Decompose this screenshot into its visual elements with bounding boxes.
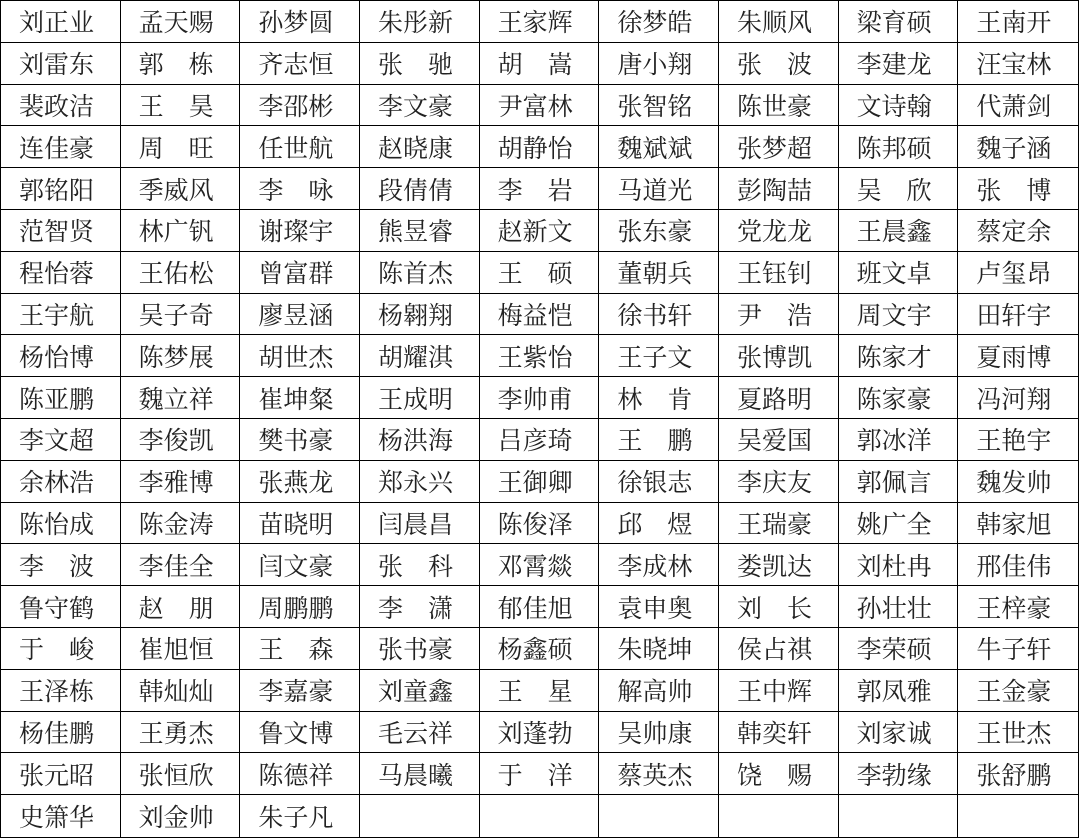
name-cell: 孟天赐 [121,1,241,43]
name-cell: 王泽栋 [1,670,121,712]
name-cell: 张元昭 [1,753,121,795]
name-cell: 王梓豪 [958,586,1078,628]
name-cell: 郭 栋 [121,43,241,85]
name-cell: 任世航 [240,126,360,168]
name-cell: 王晨鑫 [839,210,959,252]
name-cell: 季威风 [121,168,241,210]
name-cell: 王南开 [958,1,1078,43]
name-cell: 程怡蓉 [1,252,121,294]
name-cell [599,795,719,837]
name-cell: 李文超 [1,419,121,461]
name-cell: 吴帅康 [599,712,719,754]
name-cell: 闫晨昌 [360,503,480,545]
name-cell: 张恒欣 [121,753,241,795]
name-cell: 夏雨博 [958,335,1078,377]
name-cell: 崔旭恒 [121,628,241,670]
name-cell: 韩家旭 [958,503,1078,545]
name-cell: 李荣硕 [839,628,959,670]
name-cell: 李成林 [599,544,719,586]
name-cell: 胡静怡 [480,126,600,168]
name-cell: 张书豪 [360,628,480,670]
name-cell: 党龙龙 [719,210,839,252]
name-cell: 王钰钊 [719,252,839,294]
name-cell: 代萧剑 [958,85,1078,127]
name-cell: 林广钒 [121,210,241,252]
name-cell: 鲁守鹤 [1,586,121,628]
name-cell: 崔坤粲 [240,377,360,419]
name-cell: 陈家才 [839,335,959,377]
name-cell: 李建龙 [839,43,959,85]
name-cell: 李帅甫 [480,377,600,419]
name-cell: 李 潇 [360,586,480,628]
name-cell: 吴子奇 [121,294,241,336]
name-cell: 牛子轩 [958,628,1078,670]
name-cell: 胡耀淇 [360,335,480,377]
name-cell: 刘雷东 [1,43,121,85]
name-cell: 班文卓 [839,252,959,294]
name-cell: 魏发帅 [958,461,1078,503]
name-cell: 徐书轩 [599,294,719,336]
name-cell: 邢佳伟 [958,544,1078,586]
name-cell: 王 森 [240,628,360,670]
name-cell: 陈邦硕 [839,126,959,168]
name-cell: 鲁文博 [240,712,360,754]
name-cell: 唐小翔 [599,43,719,85]
name-cell: 李俊凯 [121,419,241,461]
name-cell: 王金豪 [958,670,1078,712]
name-cell: 李 波 [1,544,121,586]
name-cell: 王御卿 [480,461,600,503]
name-cell: 徐梦皓 [599,1,719,43]
name-cell: 陈梦展 [121,335,241,377]
name-cell: 文诗翰 [839,85,959,127]
name-cell: 郁佳旭 [480,586,600,628]
name-cell: 马晨曦 [360,753,480,795]
name-cell: 杨翱翔 [360,294,480,336]
name-cell: 饶 赐 [719,753,839,795]
name-cell: 姚广全 [839,503,959,545]
name-cell: 陈怡成 [1,503,121,545]
name-cell: 陈金涛 [121,503,241,545]
name-cell: 连佳豪 [1,126,121,168]
name-cell: 李雅博 [121,461,241,503]
name-cell: 刘童鑫 [360,670,480,712]
name-cell: 郑永兴 [360,461,480,503]
name-cell: 王世杰 [958,712,1078,754]
name-cell [480,795,600,837]
name-cell: 尹富林 [480,85,600,127]
name-cell: 杨洪海 [360,419,480,461]
name-cell: 刘杜冉 [839,544,959,586]
name-cell: 于 洋 [480,753,600,795]
name-cell: 谢璨宇 [240,210,360,252]
name-cell: 段倩倩 [360,168,480,210]
name-cell: 陈俊泽 [480,503,600,545]
name-cell: 陈世豪 [719,85,839,127]
name-cell: 吴爱国 [719,419,839,461]
name-cell: 徐银志 [599,461,719,503]
name-cell: 王 星 [480,670,600,712]
name-cell [360,795,480,837]
name-cell: 朱晓坤 [599,628,719,670]
name-cell: 陈德祥 [240,753,360,795]
name-cell: 赵晓康 [360,126,480,168]
name-cell: 裴政洁 [1,85,121,127]
name-cell: 张 驰 [360,43,480,85]
name-cell: 刘 长 [719,586,839,628]
name-cell: 邓霄燚 [480,544,600,586]
name-cell: 周 旺 [121,126,241,168]
name-cell: 郭铭阳 [1,168,121,210]
name-cell: 胡世杰 [240,335,360,377]
name-cell: 王 昊 [121,85,241,127]
name-cell: 王紫怡 [480,335,600,377]
name-cell: 张 博 [958,168,1078,210]
name-cell: 张博凯 [719,335,839,377]
name-cell: 尹 浩 [719,294,839,336]
name-cell: 魏子涵 [958,126,1078,168]
name-cell: 郭凤雅 [839,670,959,712]
name-cell: 袁申奥 [599,586,719,628]
name-cell: 王子文 [599,335,719,377]
name-cell: 王成明 [360,377,480,419]
name-cell: 李勃缘 [839,753,959,795]
name-cell: 朱子凡 [240,795,360,837]
name-cell: 闫文豪 [240,544,360,586]
name-cell: 张梦超 [719,126,839,168]
name-cell: 董朝兵 [599,252,719,294]
name-cell: 蔡定余 [958,210,1078,252]
name-cell: 王 鹏 [599,419,719,461]
name-cell [839,795,959,837]
name-cell: 张燕龙 [240,461,360,503]
name-cell: 张舒鹏 [958,753,1078,795]
name-cell: 梁育硕 [839,1,959,43]
name-cell: 余林浩 [1,461,121,503]
name-cell: 史箫华 [1,795,121,837]
name-cell: 蔡英杰 [599,753,719,795]
name-cell: 侯占祺 [719,628,839,670]
name-cell: 夏路明 [719,377,839,419]
name-cell: 朱顺风 [719,1,839,43]
name-cell: 陈亚鹏 [1,377,121,419]
name-cell: 马道光 [599,168,719,210]
name-cell: 韩奕轩 [719,712,839,754]
name-cell: 王 硕 [480,252,600,294]
name-cell: 王瑞豪 [719,503,839,545]
name-cell: 韩灿灿 [121,670,241,712]
name-cell: 杨怡博 [1,335,121,377]
name-cell: 王家辉 [480,1,600,43]
name-cell: 杨佳鹏 [1,712,121,754]
name-cell: 吴 欣 [839,168,959,210]
name-cell: 郭冰洋 [839,419,959,461]
name-cell: 邱 煜 [599,503,719,545]
name-cell: 赵新文 [480,210,600,252]
name-cell: 刘蓬勃 [480,712,600,754]
name-cell: 彭陶喆 [719,168,839,210]
name-cell: 解高帅 [599,670,719,712]
name-cell: 王佑松 [121,252,241,294]
name-cell: 李 岩 [480,168,600,210]
name-cell: 刘正业 [1,1,121,43]
name-cell: 张 科 [360,544,480,586]
name-cell: 吕彦琦 [480,419,600,461]
name-cell: 李 咏 [240,168,360,210]
name-cell: 杨鑫硕 [480,628,600,670]
name-cell: 张东豪 [599,210,719,252]
name-cell: 樊书豪 [240,419,360,461]
name-cell: 卢玺昂 [958,252,1078,294]
name-cell: 朱彤新 [360,1,480,43]
name-cell: 李佳全 [121,544,241,586]
name-cell: 廖昱涵 [240,294,360,336]
name-cell: 郭佩言 [839,461,959,503]
name-cell: 王勇杰 [121,712,241,754]
name-cell: 张智铭 [599,85,719,127]
name-cell: 林 肯 [599,377,719,419]
name-cell: 熊昱睿 [360,210,480,252]
name-cell: 范智贤 [1,210,121,252]
name-cell [958,795,1078,837]
name-cell: 毛云祥 [360,712,480,754]
name-cell: 赵 朋 [121,586,241,628]
name-cell: 娄凯达 [719,544,839,586]
name-cell: 于 峻 [1,628,121,670]
name-cell: 刘家诚 [839,712,959,754]
name-cell: 梅益恺 [480,294,600,336]
name-cell: 陈家豪 [839,377,959,419]
name-cell: 周文宇 [839,294,959,336]
name-cell: 陈首杰 [360,252,480,294]
name-cell: 汪宝林 [958,43,1078,85]
name-cell: 周鹏鹏 [240,586,360,628]
name-cell: 李文豪 [360,85,480,127]
name-cell: 王中辉 [719,670,839,712]
name-cell: 王艳宇 [958,419,1078,461]
name-cell: 刘金帅 [121,795,241,837]
name-cell: 孙梦圆 [240,1,360,43]
name-cell: 李嘉豪 [240,670,360,712]
name-cell: 田轩宇 [958,294,1078,336]
name-cell: 苗晓明 [240,503,360,545]
name-cell: 孙壮壮 [839,586,959,628]
name-cell [719,795,839,837]
name-cell: 王宇航 [1,294,121,336]
name-cell: 张 波 [719,43,839,85]
name-cell: 李邵彬 [240,85,360,127]
name-cell: 齐志恒 [240,43,360,85]
name-cell: 曾富群 [240,252,360,294]
name-cell: 魏立祥 [121,377,241,419]
name-cell: 冯河翔 [958,377,1078,419]
name-cell: 李庆友 [719,461,839,503]
name-cell: 胡 嵩 [480,43,600,85]
name-cell: 魏斌斌 [599,126,719,168]
